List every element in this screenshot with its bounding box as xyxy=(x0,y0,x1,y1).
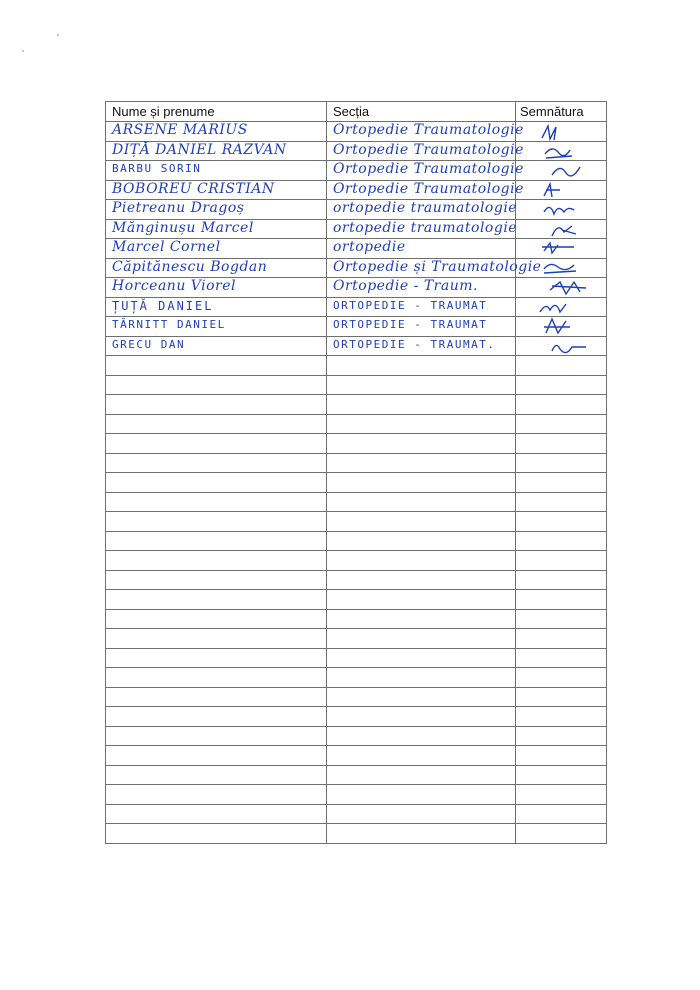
empty-cell xyxy=(516,804,607,824)
empty-cell xyxy=(106,434,327,454)
table-row xyxy=(106,297,607,317)
table-row xyxy=(106,336,607,356)
handwritten-section: ortopedie xyxy=(333,239,406,255)
empty-row xyxy=(106,492,607,512)
cell-signature xyxy=(516,219,607,239)
cell-signature xyxy=(516,336,607,356)
handwritten-name: GRECU DAN xyxy=(112,337,186,351)
empty-cell xyxy=(327,629,516,649)
empty-cell xyxy=(327,648,516,668)
handwritten-section: ortopedie traumatologie xyxy=(333,219,518,236)
empty-cell xyxy=(106,687,327,707)
empty-row xyxy=(106,356,607,376)
empty-cell xyxy=(327,785,516,805)
cell-signature xyxy=(516,317,607,337)
empty-cell xyxy=(106,707,327,727)
empty-cell xyxy=(516,473,607,493)
empty-cell xyxy=(327,746,516,766)
empty-cell xyxy=(106,726,327,746)
cell-signature xyxy=(516,200,607,220)
cell-signature xyxy=(516,141,607,161)
empty-cell xyxy=(327,824,516,844)
table-header-row xyxy=(106,102,607,122)
signature-scribble xyxy=(516,298,606,318)
signature-scribble xyxy=(516,317,606,337)
empty-cell xyxy=(106,648,327,668)
empty-row xyxy=(106,590,607,610)
empty-row xyxy=(106,687,607,707)
empty-row xyxy=(106,570,607,590)
empty-cell xyxy=(106,765,327,785)
empty-cell xyxy=(516,648,607,668)
empty-row xyxy=(106,395,607,415)
cell-name xyxy=(106,258,327,278)
empty-cell xyxy=(106,804,327,824)
empty-row xyxy=(106,414,607,434)
empty-row xyxy=(106,648,607,668)
cell-signature xyxy=(516,180,607,200)
header-section: Secția xyxy=(327,102,516,122)
signature-scribble xyxy=(516,200,606,220)
cell-signature xyxy=(516,297,607,317)
signature-scribble xyxy=(516,337,606,357)
cell-section xyxy=(327,297,516,317)
table-row xyxy=(106,180,607,200)
empty-cell xyxy=(106,668,327,688)
cell-name xyxy=(106,239,327,259)
empty-cell xyxy=(106,609,327,629)
handwritten-name: Horceanu Viorel xyxy=(112,278,237,294)
cell-name xyxy=(106,141,327,161)
handwritten-section: Ortopedie Traumatologie xyxy=(333,180,524,197)
empty-row xyxy=(106,531,607,551)
empty-cell xyxy=(516,414,607,434)
empty-cell xyxy=(106,356,327,376)
empty-cell xyxy=(516,668,607,688)
empty-cell xyxy=(516,765,607,785)
handwritten-name: Marcel Cornel xyxy=(112,239,221,255)
empty-row xyxy=(106,512,607,532)
cell-signature xyxy=(516,122,607,142)
empty-cell xyxy=(106,512,327,532)
empty-row xyxy=(106,765,607,785)
table-row xyxy=(106,278,607,298)
empty-row xyxy=(106,629,607,649)
handwritten-section: Ortopedie - Traum. xyxy=(333,278,478,294)
handwritten-section: Ortopedie Traumatologie xyxy=(333,161,524,177)
empty-cell xyxy=(327,551,516,571)
empty-cell xyxy=(327,609,516,629)
empty-cell xyxy=(327,492,516,512)
empty-row xyxy=(106,726,607,746)
handwritten-name: DIȚĂ DANIEL RAZVAN xyxy=(112,141,287,158)
empty-cell xyxy=(327,590,516,610)
empty-cell xyxy=(516,609,607,629)
cell-name xyxy=(106,278,327,298)
handwritten-section: ortopedie traumatologie xyxy=(333,200,518,216)
table-body xyxy=(106,122,607,844)
handwritten-section: ORTOPEDIE - TRAUMAT xyxy=(333,298,488,312)
empty-row xyxy=(106,804,607,824)
cell-name xyxy=(106,161,327,181)
empty-cell xyxy=(106,746,327,766)
empty-cell xyxy=(106,570,327,590)
empty-cell xyxy=(327,531,516,551)
signature-scribble xyxy=(516,142,606,162)
scan-speck xyxy=(57,34,59,36)
empty-row xyxy=(106,551,607,571)
table-row xyxy=(106,200,607,220)
cell-section xyxy=(327,122,524,142)
empty-cell xyxy=(106,492,327,512)
empty-cell xyxy=(516,746,607,766)
cell-name xyxy=(106,219,327,239)
empty-cell xyxy=(106,395,327,415)
handwritten-name: Căpitănescu Bogdan xyxy=(112,258,268,275)
signature-scribble xyxy=(516,278,606,298)
empty-cell xyxy=(106,473,327,493)
empty-cell xyxy=(106,375,327,395)
empty-cell xyxy=(327,804,516,824)
header-name: Nume și prenume xyxy=(106,102,327,122)
signature-scribble xyxy=(516,220,606,240)
table-row xyxy=(106,161,607,181)
empty-cell xyxy=(516,707,607,727)
handwritten-section: ORTOPEDIE - TRAUMAT xyxy=(333,318,488,331)
empty-row xyxy=(106,824,607,844)
empty-cell xyxy=(516,356,607,376)
empty-row xyxy=(106,434,607,454)
signature-scribble xyxy=(516,259,606,279)
cell-section xyxy=(327,161,524,181)
empty-cell xyxy=(327,765,516,785)
signature-scribble xyxy=(516,161,606,181)
handwritten-name: BARBU SORIN xyxy=(112,162,202,175)
empty-cell xyxy=(516,726,607,746)
handwritten-section: Ortopedie Traumatologie xyxy=(333,141,524,158)
empty-row xyxy=(106,668,607,688)
empty-row xyxy=(106,746,607,766)
empty-cell xyxy=(516,492,607,512)
table-row xyxy=(106,258,607,278)
attendance-table xyxy=(105,101,607,844)
empty-cell xyxy=(516,551,607,571)
handwritten-section: ORTOPEDIE - TRAUMAT. xyxy=(333,337,496,351)
header-signature: Semnătura xyxy=(516,102,607,122)
empty-cell xyxy=(106,629,327,649)
empty-cell xyxy=(327,570,516,590)
handwritten-name: ȚUȚĂ DANIEL xyxy=(112,298,214,313)
empty-cell xyxy=(327,414,516,434)
empty-cell xyxy=(327,512,516,532)
empty-cell xyxy=(516,570,607,590)
cell-section xyxy=(327,278,516,298)
empty-cell xyxy=(327,687,516,707)
empty-cell xyxy=(516,629,607,649)
empty-cell xyxy=(516,375,607,395)
empty-cell xyxy=(327,726,516,746)
cell-signature xyxy=(516,258,607,278)
empty-cell xyxy=(516,824,607,844)
cell-section xyxy=(327,219,516,239)
cell-name xyxy=(106,200,327,220)
cell-name xyxy=(106,317,327,337)
empty-cell xyxy=(327,395,516,415)
handwritten-name: ARSENE MARIUS xyxy=(112,122,248,138)
empty-cell xyxy=(327,434,516,454)
table-row xyxy=(106,219,607,239)
empty-cell xyxy=(516,512,607,532)
empty-cell xyxy=(106,453,327,473)
cell-section xyxy=(327,239,516,259)
cell-signature xyxy=(516,278,607,298)
signature-scribble xyxy=(516,122,606,142)
cell-section xyxy=(327,336,516,356)
handwritten-name: BOBOREU CRISTIAN xyxy=(112,180,275,197)
handwritten-name: Mănginușu Marcel xyxy=(112,219,254,236)
scan-speck xyxy=(22,50,24,52)
empty-cell xyxy=(516,590,607,610)
empty-cell xyxy=(516,453,607,473)
cell-section xyxy=(327,317,516,337)
empty-cell xyxy=(327,473,516,493)
empty-cell xyxy=(516,395,607,415)
cell-signature xyxy=(516,239,607,259)
empty-cell xyxy=(327,453,516,473)
cell-section xyxy=(327,200,516,220)
empty-cell xyxy=(327,668,516,688)
cell-name xyxy=(106,297,327,317)
empty-row xyxy=(106,785,607,805)
handwritten-section: Ortopedie și Traumatologie xyxy=(333,258,542,275)
cell-name xyxy=(106,336,327,356)
cell-signature xyxy=(516,161,607,181)
empty-cell xyxy=(516,687,607,707)
empty-row xyxy=(106,375,607,395)
cell-section xyxy=(327,141,524,161)
table-row xyxy=(106,239,607,259)
empty-cell xyxy=(106,590,327,610)
empty-row xyxy=(106,473,607,493)
empty-cell xyxy=(106,824,327,844)
empty-cell xyxy=(327,375,516,395)
cell-section xyxy=(327,258,542,278)
table-row xyxy=(106,317,607,337)
empty-cell xyxy=(327,707,516,727)
empty-cell xyxy=(106,785,327,805)
empty-cell xyxy=(106,414,327,434)
empty-cell xyxy=(106,531,327,551)
table-row xyxy=(106,122,607,142)
cell-name xyxy=(106,122,327,142)
cell-section xyxy=(327,180,524,200)
empty-cell xyxy=(516,785,607,805)
handwritten-name: TĂRNITT DANIEL xyxy=(112,318,226,331)
empty-cell xyxy=(516,434,607,454)
empty-cell xyxy=(106,551,327,571)
signature-scribble xyxy=(516,181,606,201)
empty-row xyxy=(106,609,607,629)
empty-row xyxy=(106,453,607,473)
table-row xyxy=(106,141,607,161)
cell-name xyxy=(106,180,327,200)
handwritten-name: Pietreanu Dragoș xyxy=(112,200,245,216)
empty-cell xyxy=(516,531,607,551)
empty-cell xyxy=(327,356,516,376)
handwritten-section: Ortopedie Traumatologie xyxy=(333,122,524,138)
empty-row xyxy=(106,707,607,727)
